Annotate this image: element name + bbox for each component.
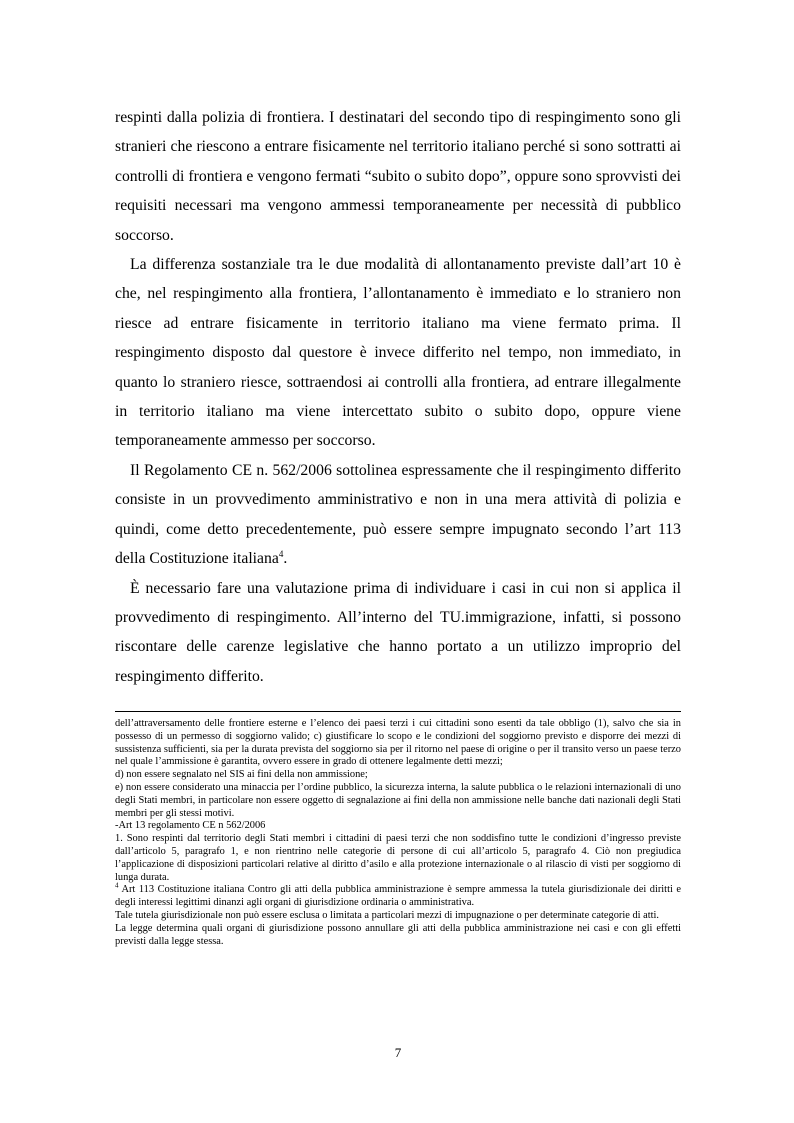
footnote-art13-text: 1. Sono respinti dal territorio degli Stati membri i cittadini di paesi terzi che non soddisfino tutte le condizioni d’ingresso previste dall’articolo 5, paragrafo 1, e non rientrino nelle categorie di persone di cui all’articolo 5, paragrafo 4. Ciò non pregiudica l’applicazione di disposizioni particolari relative al diritto d’asilo e alla protezione internazionale o al rilascio di visti per soggiorno di lunga durata. xyxy=(115,833,681,883)
footnotes xyxy=(115,718,681,948)
footnote-4-marker: 4 xyxy=(115,881,119,890)
paragraph-2: La differenza sostanziale tra le due modalità di allontanamento previste dall’art 10 è che, nel respingimento alla frontiera, l’allontanamento è immediato e lo straniero non riesce ad entrare fisicamente in territorio italiano ma viene fermato prima. Il respingimento disposto dal questore è invece differito nel tempo, non immediato, in quanto lo straniero riesce, sottraendosi ai controlli alla frontiera, ad entrare illegalmente in territorio italiano ma viene intercettato subito o subito dopo, oppure viene temporaneamente ammesso per soccorso. xyxy=(115,256,681,450)
footnote-continuation: dell’attraversamento delle frontiere esterne e l’elenco dei paesi terzi i cui cittadini sono esenti da tale obbligo (1), salvo che sia in possesso di un permesso di soggiorno valido; c) giustificare lo scopo e le condizioni del soggiorno previsto e disporre dei mezzi di sussistenza sufficienti, sia per la durata prevista del soggiorno sia per il ritorno nel paese di origine o per il transito verso un paese terzo nel quale l’ammissione è garantita, ovvero essere in grado di ottenere legalmente detti mezzi; xyxy=(115,718,681,768)
document-page xyxy=(115,0,681,1123)
paragraph-1: respinti dalla polizia di frontiera. I destinatari del secondo tipo di respingimento sono gli stranieri che riescono a entrare fisicamente nel territorio italiano perché si sono sottratti ai controlli di frontiera e vengono fermati “subito o subito dopo”, oppure sono sprovvisti dei requisiti necessari ma vengono ammessi temporaneamente per necessità di pubblico soccorso. xyxy=(115,109,681,244)
paragraph-3-text: Il Regolamento CE n. 562/2006 sottolinea espressamente che il respingimento differito consiste in un provvedimento amministrativo e non in una mera attività di polizia e quindi, come detto precedentemente, può essere sempre impugnato secondo l’art 113 della Costituzione italiana xyxy=(115,461,681,568)
footnote-item-d: d) non essere segnalato nel SIS ai fini della non ammissione; xyxy=(115,769,368,781)
footnote-4-line-3: La legge determina quali organi di giurisdizione possono annullare gli atti della pubblica amministrazione nei casi e con gli effetti previsti dalla legge stessa. xyxy=(115,922,681,947)
footnote-4-line-2: Tale tutela giurisdizionale non può essere esclusa o limitata a particolari mezzi di impugnazione o per determinate categorie di atti. xyxy=(115,909,659,921)
footnote-4-line-1: Art 113 Costituzione italiana Contro gli atti della pubblica amministrazione è sempre ammessa la tutela giurisdizionale dei diritti e degli interessi legittimi dinanzi agli organi di giurisdizione ordinaria o amministrativa. xyxy=(115,884,681,909)
footnote-item-e: e) non essere considerato una minaccia per l’ordine pubblico, la sicurezza interna, la salute pubblica o le relazioni internazionali di uno degli Stati membri, in particolare non essere oggetto di segnalazione ai fini della non ammissione nelle banche dati nazionali degli Stati membri per gli stessi motivi. xyxy=(115,781,681,819)
footnote-ref-4[interactable]: 4 xyxy=(278,548,284,559)
paragraph-4: È necessario fare una valutazione prima di individuare i casi in cui non si applica il provvedimento di respingimento. All’interno del TU.immigrazione, infatti, si possono riscontare delle carenze legislative che hanno portato a un utilizzo improprio del respingimento differito. xyxy=(115,579,681,685)
page-number: 7 xyxy=(394,1045,402,1060)
body-text xyxy=(115,103,681,691)
paragraph-3: Il Regolamento CE n. 562/2006 sottolinea espressamente che il respingimento differito consiste in un provvedimento amministrativo e non in una mera attività di polizia e quindi, come detto precedentemente, può essere sempre impugnato secondo l’art 113 della Costituzione italiana$^4$. xyxy=(115,461,681,568)
footnote-4 xyxy=(115,881,681,910)
footnote-art13-heading: -Art 13 regolamento CE n 562/2006 xyxy=(115,820,266,832)
footnote-separator xyxy=(115,711,681,712)
